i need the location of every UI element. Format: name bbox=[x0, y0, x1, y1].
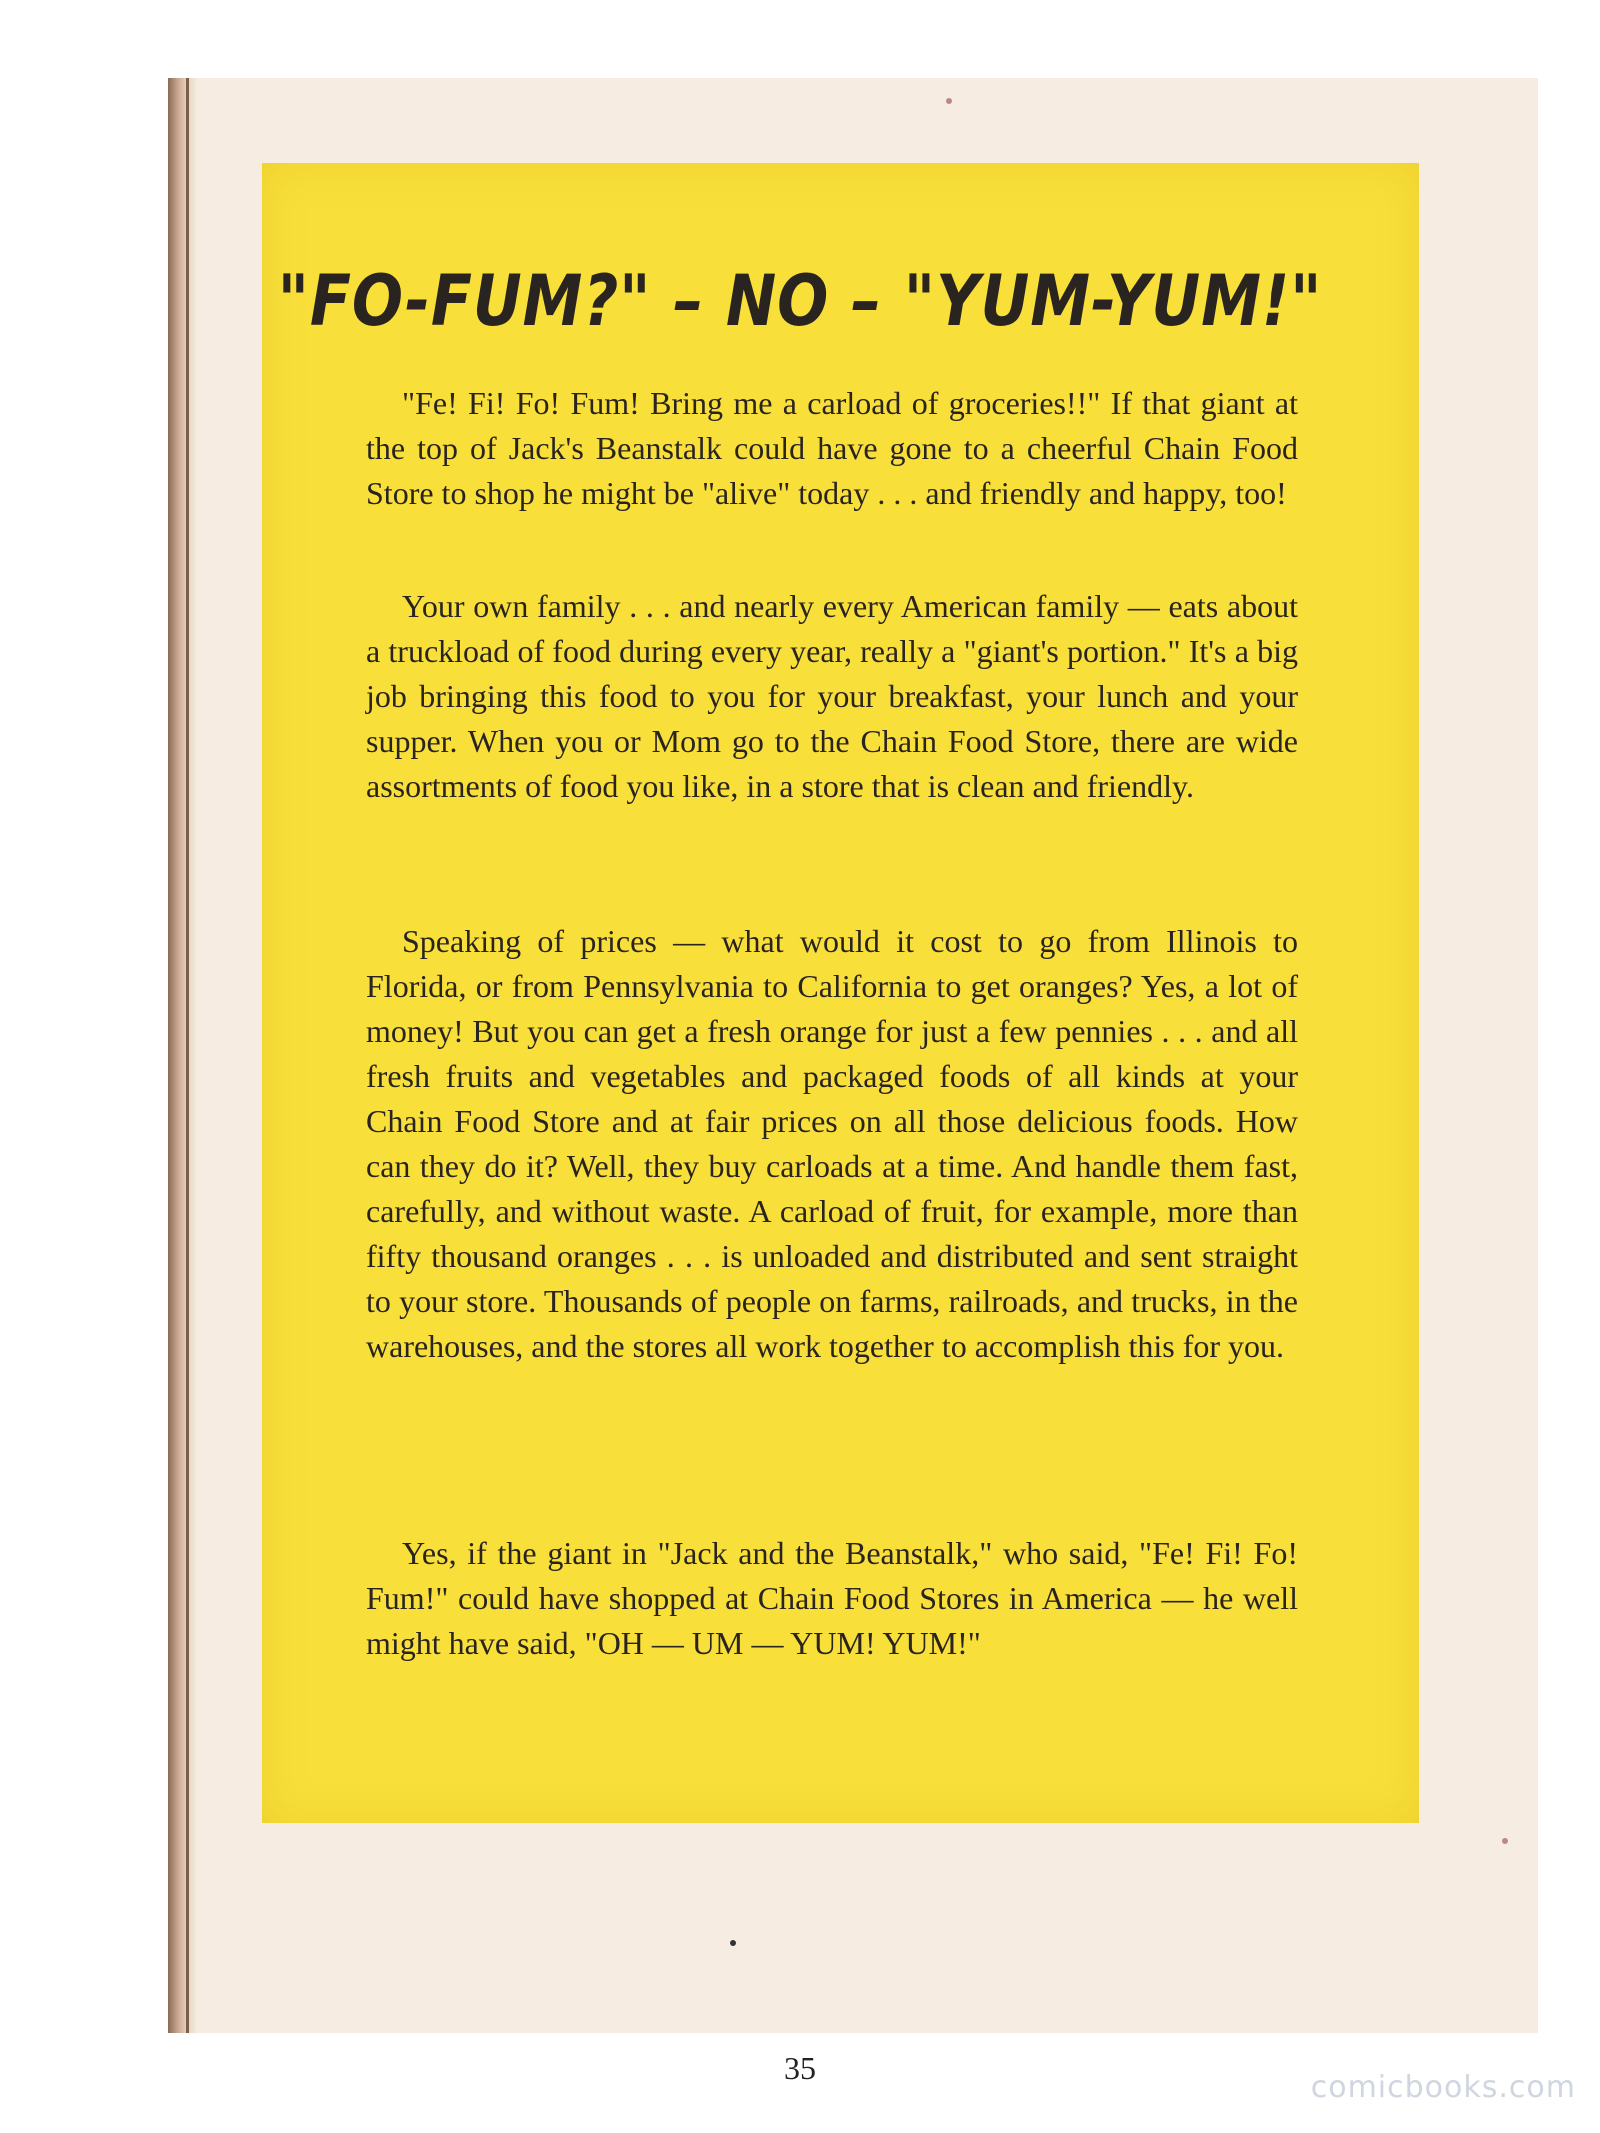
paper-speck bbox=[946, 98, 952, 104]
paper-speck bbox=[730, 1940, 736, 1946]
page-number: 35 bbox=[784, 2050, 816, 2086]
paper-speck bbox=[1502, 1838, 1508, 1844]
paragraph-1: "Fe! Fi! Fo! Fum! Bring me a carload of groceries!!" If that giant at the top of Jack's Beanstalk could have gone to a cheerful Chain Food Store to shop he might be "alive" today . . . and friendly and happy, too! bbox=[366, 385, 1298, 511]
spine-edge bbox=[186, 78, 189, 2033]
article-title: "FO-FUM?" – NO – "YUM-YUM!" bbox=[277, 260, 1323, 342]
paragraph-4: Yes, if the giant in "Jack and the Beanstalk," who said, "Fe! Fi! Fo! Fum!" could have shopped at Chain Food Stores in America — he well might have said, "OH — UM — YUM! YUM!" bbox=[366, 1535, 1298, 1661]
paragraph-3: Speaking of prices — what would it cost to go from Illinois to Florida, or from Pennsylvania to California to get oranges? Yes, a lot of money! But you can get a fresh orange for just a few pennies . . . and all fresh fruits and vegetables and packaged foods of all kinds at your Chain Food Store and at fair prices on all those delicious foods. How can they do it? Well, they buy carloads at a time. And handle them fast, carefully, and without waste. A carload of fruit, for example, more than fifty thousand oranges . . . is unloaded and distributed and sent straight to your store. Thousands of people on farms, railroads, and trucks, in the warehouses, and the stores all work together to accomplish this for you. bbox=[366, 923, 1298, 1364]
paragraph-2: Your own family . . . and nearly every American family — eats about a truckload of food during every year, really a "giant's portion." It's a big job bringing this food to you for your breakfast, your lunch and your supper. When you or Mom go to the Chain Food Store, there are wide assortments of food you like, in a store that is clean and friendly. bbox=[366, 588, 1298, 804]
book-spine bbox=[168, 78, 196, 2033]
watermark: comicbooks.com bbox=[1310, 2070, 1576, 2105]
